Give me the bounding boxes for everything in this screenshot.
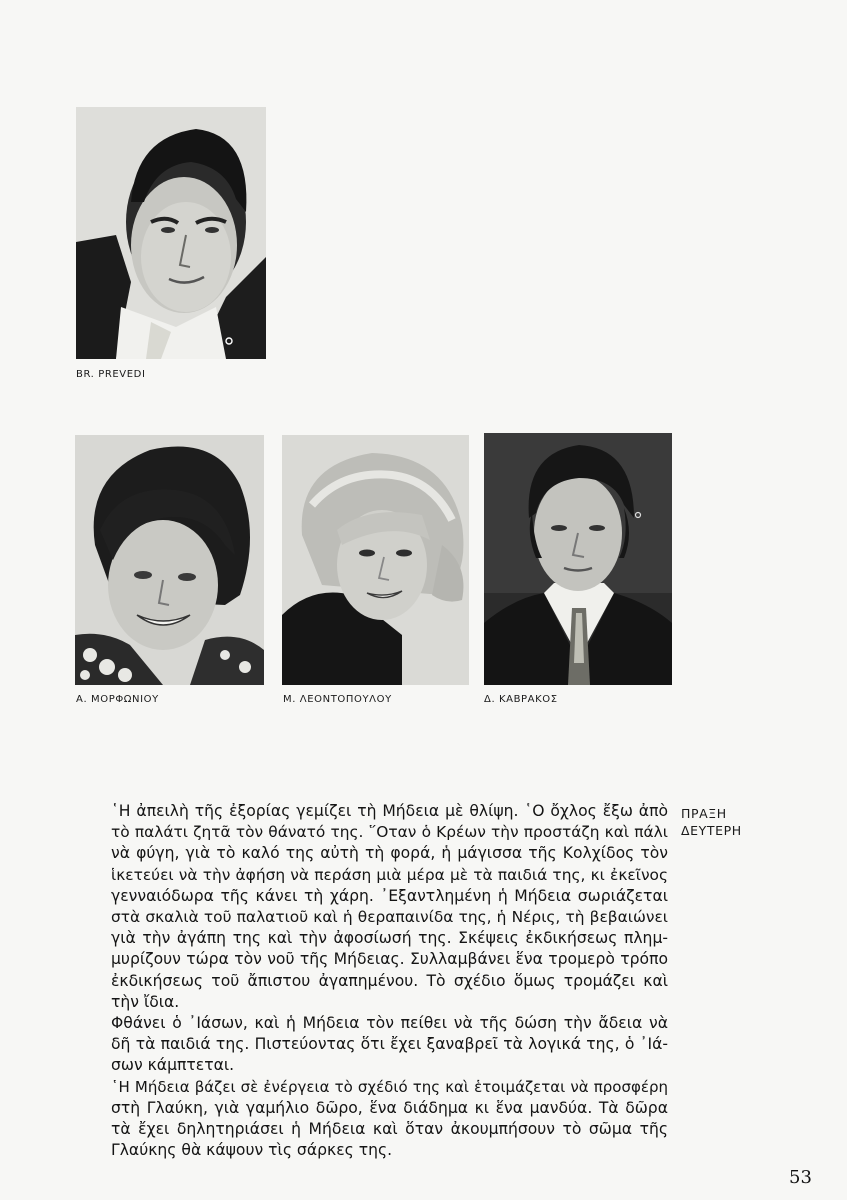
synopsis-text: [111, 801, 668, 1161]
text-line: τὴν ἴδια.: [111, 992, 180, 1011]
text-line: σων κάμπτεται.: [111, 1056, 235, 1075]
portrait-photo-morfoniou: [75, 435, 264, 685]
text-line: γενναιόδωρα τῆς κάνει τὴ χάρη. ᾿Εξαντλημένη ἡ Μήδεια σωριάζεται: [111, 886, 668, 905]
act-heading-line2: ΔΕΥΤΕΡΗ: [681, 823, 742, 838]
text-line: ἐκδικήσεως τοῦ ἄπιστου ἀγαπημένου. Τὸ σχέδιο ὅμως τρομάζει καὶ: [111, 971, 668, 990]
photo-caption-kavrakos: Δ. ΚΑΒΡΑΚΟΣ: [484, 694, 558, 705]
photo-caption-leontopoulou: Μ. ΛΕΟΝΤΟΠΟΥΛΟΥ: [283, 694, 392, 705]
text-line: ἱκετεύει νὰ τὴν ἀφήση νὰ περάση μιὰ μέρα μὲ τὰ παιδιά της, κι ἐκεῖνος: [111, 865, 668, 884]
portrait-photo-prevedi: [76, 107, 266, 359]
text-line: τὸ παλάτι ζητᾶ τὸν θάνατό της. ῞Οταν ὁ Κρέων τὴν προστάζη καὶ πάλι: [111, 823, 668, 842]
text-line: στὴ Γλαύκη, γιὰ γαμήλιο δῶρο, ἕνα διάδημα κι ἕνα μανδύα. Τὰ δῶρα: [111, 1098, 668, 1117]
text-line: γιὰ τὴν ἀγάπη της καὶ τὴν ἀφοσίωσή της. Σκέψεις ἐκδικήσεως πλημ-: [111, 929, 668, 948]
photo-caption-prevedi: BR. PREVEDI: [76, 369, 146, 380]
act-heading: [681, 805, 742, 839]
text-line: Φθάνει ὁ ᾿Ιάσων, καὶ ἡ Μήδεια τὸν πείθει νὰ τῆς δώση τὴν ἄδεια νὰ: [111, 1014, 668, 1033]
text-line: τὰ ἔχει δηλητηριάσει ἡ Μήδεια καὶ ὅταν ἀκουμπήσουν τὸ σῶμα τῆς: [111, 1120, 668, 1139]
text-line: ῾Η ἀπειλὴ τῆς ἐξορίας γεμίζει τὴ Μήδεια μὲ θλίψη. ῾Ο ὄχλος ἔξω ἀπὸ: [111, 802, 668, 820]
photo-caption-morfoniou: Α. ΜΟΡΦΩΝΙΟΥ: [76, 694, 159, 705]
page-number: 53: [789, 1167, 812, 1188]
act-heading-line1: ΠΡΑΞΗ: [681, 806, 727, 821]
text-line: νὰ φύγη, γιὰ τὸ καλό της αὐτὴ τὴ φορά, ἡ μάγισσα τῆς Κολχίδος τὸν: [111, 844, 668, 863]
text-line: ῾Η Μήδεια βάζει σὲ ἐνέργεια τὸ σχέδιό της καὶ ἑτοιμάζεται νὰ προσφέρη: [111, 1077, 668, 1096]
portrait-photo-kavrakos: [484, 433, 672, 685]
text-line: Γλαύκης θὰ κάψουν τὶς σάρκες της.: [111, 1141, 393, 1160]
text-line: στὰ σκαλιὰ τοῦ παλατιοῦ καὶ ἡ θεραπαινίδα της, ἡ Νέρις, τὴ βεβαιώνει: [111, 908, 668, 927]
portrait-photo-leontopoulou: [282, 435, 469, 685]
text-line: μυρίζουν τώρα τὸν νοῦ τῆς Μήδειας. Συλλαμβάνει ἕνα τρομερὸ τρόπο: [111, 950, 668, 969]
text-line: δῆ τὰ παιδιά της. Πιστεύοντας ὅτι ἔχει ξαναβρεῖ τὰ λογικά της, ὁ ᾿Ιά-: [111, 1035, 668, 1054]
